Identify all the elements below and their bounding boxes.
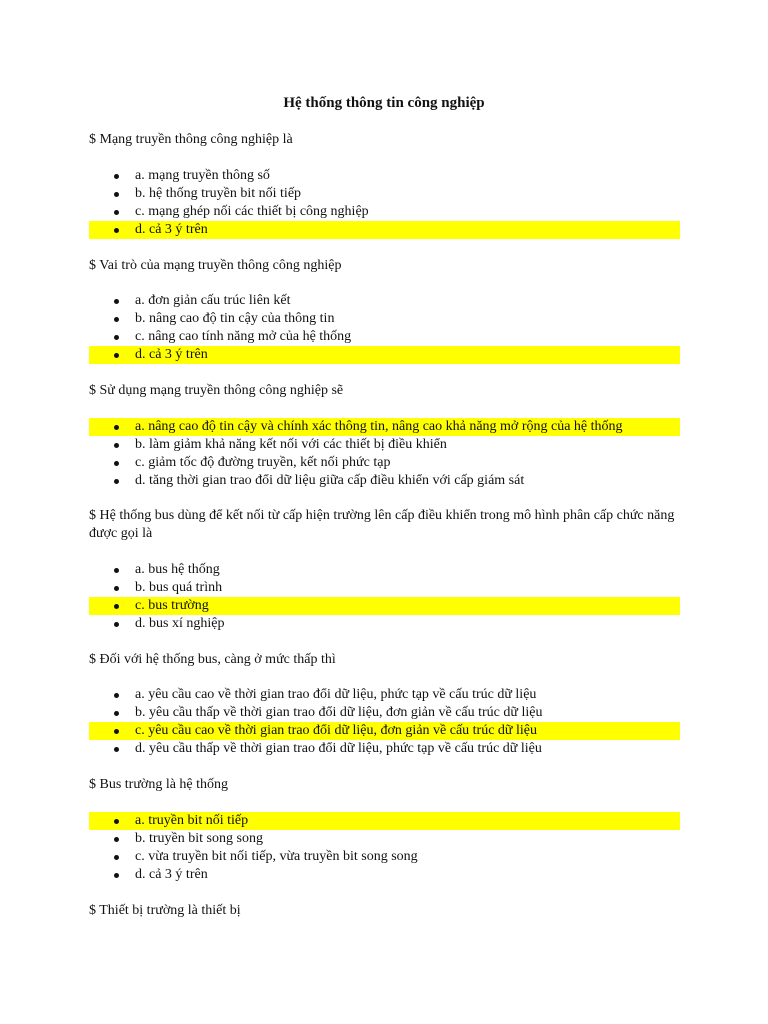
options-list [89,418,680,490]
option-item: d. tăng thời gian trao đổi dữ liệu giữa cấp điều khiển với cấp giám sát [89,472,680,490]
option-item: a. mạng truyền thông số [89,167,680,185]
option-item: d. cả 3 ý trên [89,866,680,884]
options-list [89,292,680,364]
question-prompt: $ Đối với hệ thống bus, càng ở mức thấp thì [89,652,336,667]
option-item-answer: c. yêu cầu cao về thời gian trao đổi dữ liệu, đơn giản về cấu trúc dữ liệu [89,722,680,740]
option-item: a. bus hệ thống [89,561,680,579]
option-item: b. truyền bit song song [89,830,680,848]
option-item: b. yêu cầu thấp về thời gian trao đổi dữ liệu, đơn giản về cấu trúc dữ liệu [89,704,680,722]
option-item: b. nâng cao độ tin cậy của thông tin [89,310,680,328]
option-item: c. nâng cao tính năng mở của hệ thống [89,328,680,346]
option-item-answer: a. nâng cao độ tin cậy và chính xác thông tin, nâng cao khả năng mở rộng của hệ thống [89,418,680,436]
option-item: d. bus xí nghiệp [89,615,680,633]
option-item-answer: c. bus trường [89,597,680,615]
options-list [89,686,680,758]
document-title: Hệ thống thông tin công nghiệp [283,95,485,111]
option-item: c. giảm tốc độ đường truyền, kết nối phức tạp [89,454,680,472]
option-item: b. hệ thống truyền bit nối tiếp [89,185,680,203]
options-list [89,167,680,239]
options-list [89,812,680,884]
options-list [89,561,680,633]
question-prompt: $ Thiết bị trường là thiết bị [89,903,241,918]
option-item-answer: a. truyền bit nối tiếp [89,812,680,830]
option-item: b. làm giảm khả năng kết nối với các thiết bị điều khiển [89,436,680,454]
option-item: c. vừa truyền bit nối tiếp, vừa truyền bit song song [89,848,680,866]
question-prompt: $ Hệ thống bus dùng để kết nối từ cấp hiện trường lên cấp điều khiển trong mô hình phân cấp chức năng được gọi là [89,508,675,541]
option-item-answer: d. cả 3 ý trên [89,221,680,239]
question-prompt: $ Sử dụng mạng truyền thông công nghiệp sẽ [89,383,344,398]
question-prompt: $ Mạng truyền thông công nghiệp là [89,132,293,147]
question-prompt: $ Vai trò của mạng truyền thông công nghiệp [89,258,342,273]
option-item: a. yêu cầu cao về thời gian trao đổi dữ liệu, phức tạp về cấu trúc dữ liệu [89,686,680,704]
option-item: d. yêu cầu thấp về thời gian trao đổi dữ liệu, phức tạp về cấu trúc dữ liệu [89,740,680,758]
option-item: b. bus quá trình [89,579,680,597]
option-item-answer: d. cả 3 ý trên [89,346,680,364]
option-item: c. mạng ghép nối các thiết bị công nghiệp [89,203,680,221]
question-prompt: $ Bus trường là hệ thống [89,777,229,792]
option-item: a. đơn giản cấu trúc liên kết [89,292,680,310]
